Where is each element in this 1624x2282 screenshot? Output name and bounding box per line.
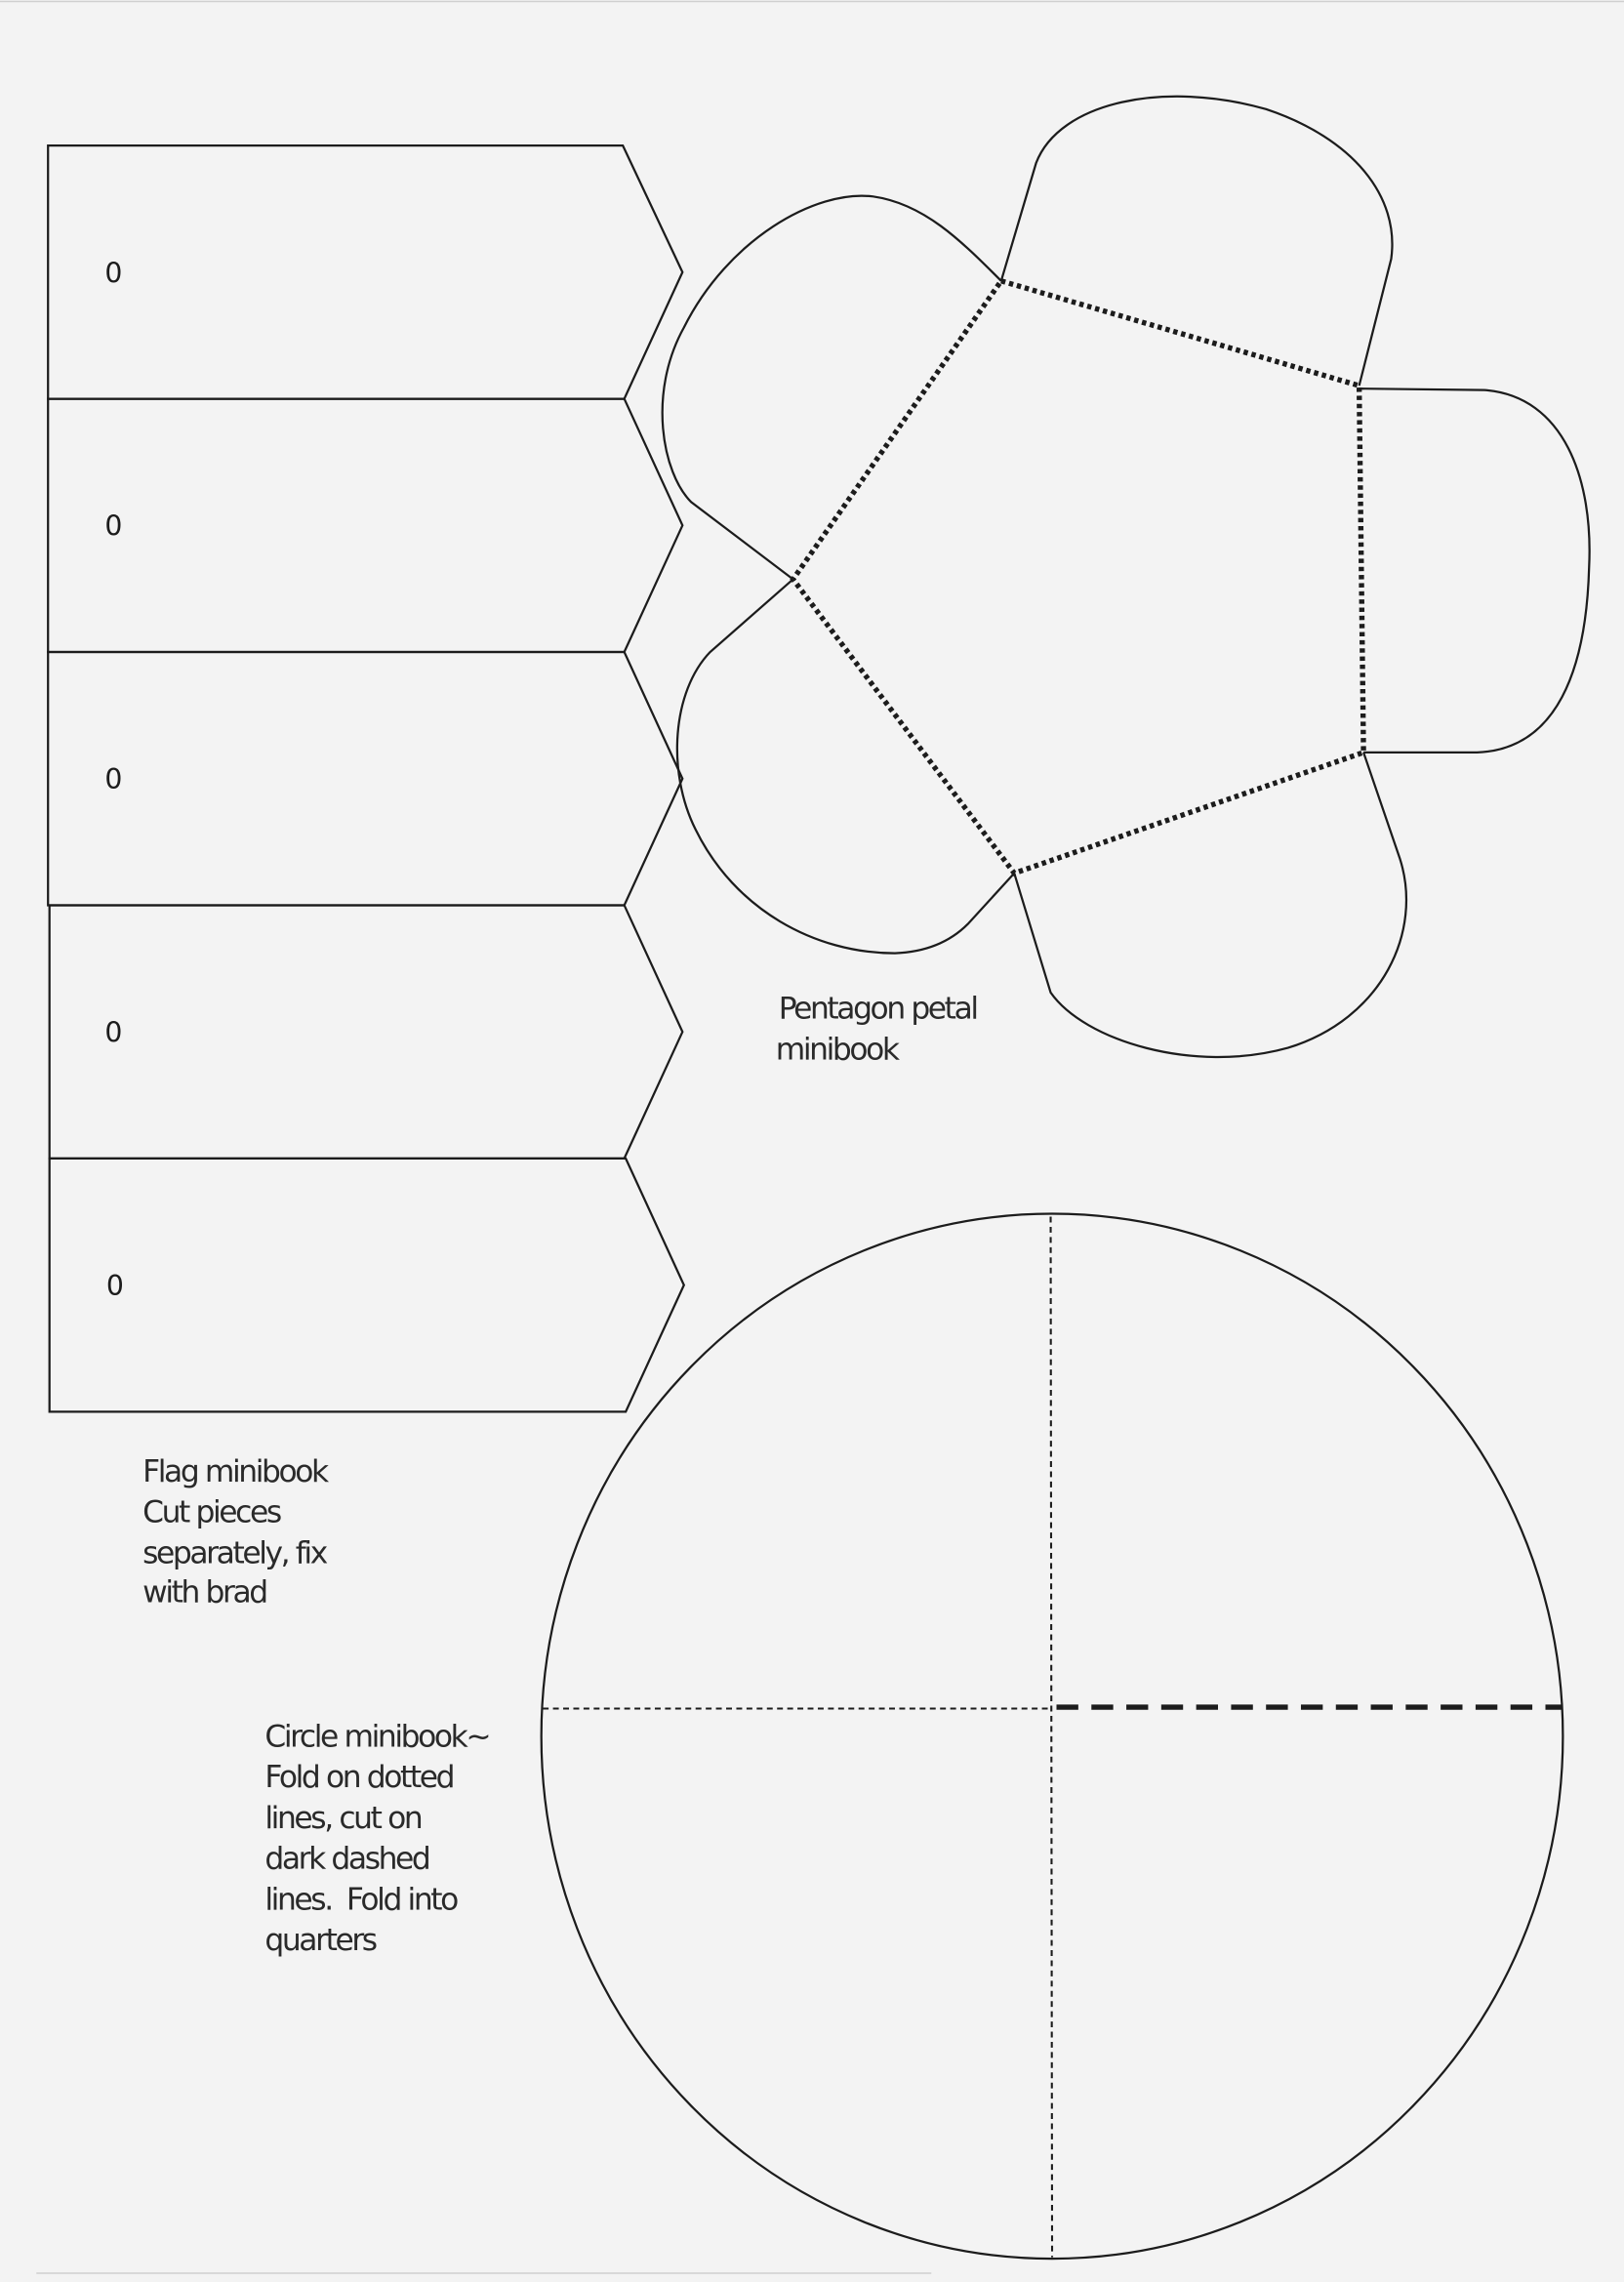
petal-top-left — [663, 196, 1001, 580]
brad-hole-label: 0 — [104, 763, 123, 796]
vertical-fold-line — [1051, 1217, 1052, 2258]
caption-line: Flag minibook — [142, 1453, 327, 1489]
petal-bottom-left — [677, 579, 1014, 953]
flag-piece — [48, 399, 682, 652]
flag-outline — [48, 145, 682, 398]
caption-line: Circle minibook~ — [264, 1719, 490, 1755]
brad-hole-label: 0 — [104, 257, 123, 290]
pentagon-fold-line — [793, 281, 1363, 874]
caption-line: Fold on dotted — [264, 1760, 454, 1796]
caption-line: lines. Fold into — [264, 1882, 457, 1918]
brad-hole-label: 0 — [104, 509, 123, 543]
flag-outline — [50, 1159, 684, 1411]
caption-line: minibook — [775, 1032, 898, 1068]
flag-outline — [50, 905, 683, 1158]
caption-line: with brad — [142, 1574, 266, 1610]
caption-line: dark dashed — [264, 1841, 429, 1877]
caption-line: quarters — [264, 1923, 376, 1959]
circle-minibook-caption — [264, 1719, 489, 1958]
caption-line: Pentagon petal — [778, 991, 977, 1027]
flag-minibook-caption — [142, 1454, 330, 1610]
flag-piece — [48, 652, 682, 905]
flag-outline — [48, 399, 682, 652]
petal-bottom-right — [1014, 753, 1406, 1057]
brad-hole-label: 0 — [105, 1270, 124, 1303]
caption-line: Cut pieces — [142, 1494, 280, 1530]
flag-outline — [48, 652, 682, 905]
brad-hole-label: 0 — [104, 1016, 123, 1049]
flag-piece — [48, 145, 682, 398]
circle-minibook — [264, 1214, 1563, 2260]
flag-piece — [50, 1159, 684, 1411]
petal-top — [1001, 97, 1393, 386]
petal-right — [1360, 388, 1590, 753]
flag-piece — [50, 905, 683, 1158]
caption-line: separately, fix — [142, 1535, 326, 1571]
caption-line: lines, cut on — [264, 1800, 422, 1836]
pentagon-petal-minibook — [663, 97, 1590, 1068]
flag-minibook — [48, 145, 684, 1610]
pentagon-minibook-caption — [776, 992, 977, 1068]
